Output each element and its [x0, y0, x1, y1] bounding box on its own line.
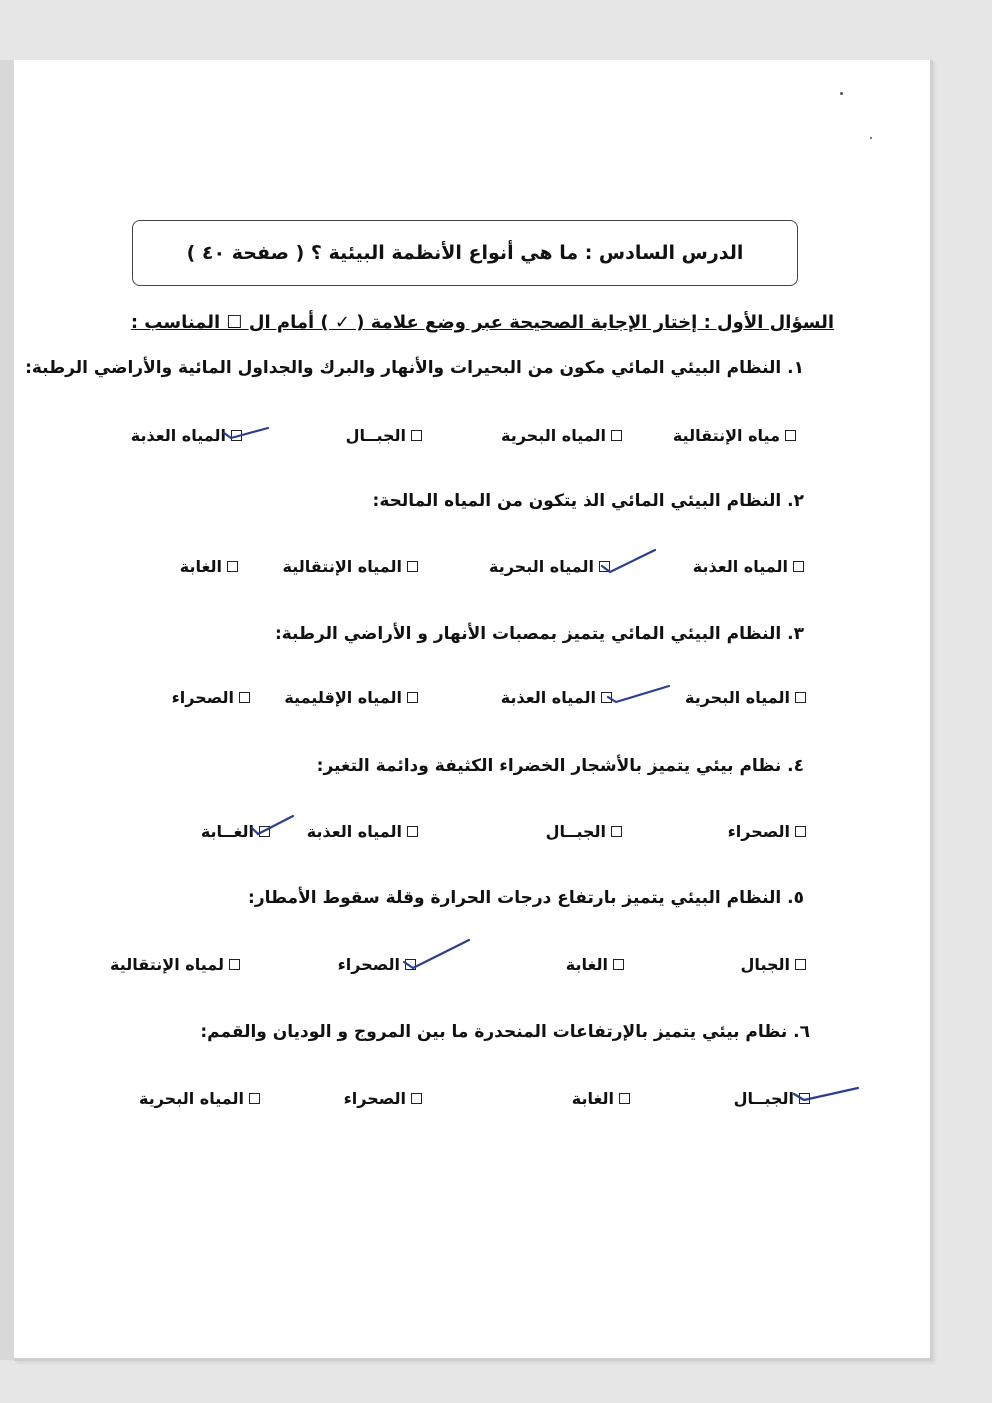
q4-option-1[interactable]: الصحراء [728, 822, 806, 841]
q1-option-4[interactable]: المياه العذبة [131, 426, 242, 445]
scan-speck [840, 92, 843, 95]
q3-option-1[interactable]: المياه البحرية [685, 688, 806, 707]
checkbox[interactable] [407, 561, 418, 572]
q3-option-3[interactable]: المياه الإقليمية [284, 688, 418, 707]
lesson-title-box [132, 220, 798, 286]
q5-option-3[interactable]: الصحراء [338, 955, 416, 974]
question-4-text: ٤. نظام بيئي يتميز بالأشجار الخضراء الكثيفة ودائمة التغير: [316, 756, 804, 776]
checkmark-icon [600, 546, 658, 576]
checkbox[interactable] [795, 826, 806, 837]
q4-option-4[interactable]: الغــابة [201, 822, 270, 841]
scan-margin [0, 60, 14, 1360]
q6-option-3[interactable]: الصحراء [344, 1089, 422, 1108]
question-1-text: ١. النظام البيئي المائي مكون من البحيرات والأنهار والبرك والجداول المائية والأراضي الرطبة: [25, 358, 804, 378]
checkbox[interactable] [613, 959, 624, 970]
checkbox[interactable] [227, 561, 238, 572]
q4-option-3[interactable]: المياه العذبة [307, 822, 418, 841]
checkmark-icon [250, 812, 296, 838]
checkbox[interactable] [239, 692, 250, 703]
checkmark-icon [606, 682, 672, 706]
q1-option-2[interactable]: المياه البحرية [501, 426, 622, 445]
q2-option-1[interactable]: المياه العذبة [693, 557, 804, 576]
q6-option-4[interactable]: المياه البحرية [139, 1089, 260, 1108]
question-5-text: ٥. النظام البيئي يتميز بارتفاع درجات الحرارة وقلة سقوط الأمطار: [248, 888, 804, 908]
question-instruction: السؤال الأول : إختار الإجابة الصحيحة عبر وضع علامة ( ✓ ) أمام ال ☐ المناسب : [130, 312, 834, 333]
checkmark-icon [402, 936, 472, 972]
q5-option-4[interactable]: لمياه الإنتقالية [110, 955, 240, 974]
question-3-text: ٣. النظام البيئي المائي يتميز بمصبات الأنهار و الأراضي الرطبة: [274, 624, 804, 644]
checkbox[interactable] [795, 692, 806, 703]
question-2-text: ٢. النظام البيئي المائي الذ يتكون من المياه المالحة: [372, 491, 804, 511]
checkbox[interactable] [411, 1093, 422, 1104]
q1-option-1[interactable]: مياه الإنتقالية [673, 426, 796, 445]
checkbox[interactable] [785, 430, 796, 441]
q1-option-3[interactable]: الجبــال [346, 426, 422, 445]
checkbox[interactable] [249, 1093, 260, 1104]
checkmark-icon [222, 418, 272, 442]
lesson-title: الدرس السادس : ما هي أنواع الأنظمة البيئية ؟ ( صفحة ٤٠ ) [186, 242, 744, 264]
q5-option-1[interactable]: الجبال [741, 955, 806, 974]
checkbox[interactable] [611, 826, 622, 837]
checkbox[interactable] [407, 692, 418, 703]
q3-option-4[interactable]: الصحراء [172, 688, 250, 707]
scan-speck [870, 137, 872, 139]
q2-option-3[interactable]: المياه الإنتقالية [283, 557, 418, 576]
q4-option-2[interactable]: الجبــال [546, 822, 622, 841]
checkbox[interactable] [795, 959, 806, 970]
checkbox[interactable] [793, 561, 804, 572]
q2-option-2[interactable]: المياه البحرية [489, 557, 610, 576]
checkbox[interactable] [229, 959, 240, 970]
checkbox[interactable] [407, 826, 418, 837]
q6-option-2[interactable]: الغابة [572, 1089, 630, 1108]
checkbox[interactable] [619, 1093, 630, 1104]
checkbox[interactable] [611, 430, 622, 441]
checkmark-icon [792, 1082, 862, 1106]
q5-option-2[interactable]: الغابة [566, 955, 624, 974]
worksheet-page [14, 60, 933, 1361]
q6-option-1[interactable]: الجبــال [734, 1089, 810, 1108]
checkbox[interactable] [411, 430, 422, 441]
q3-option-2[interactable]: المياه العذبة [501, 688, 612, 707]
question-6-text: ٦. نظام بيئي يتميز بالإرتفاعات المنحدرة ما بين المروج و الوديان والقمم: [200, 1022, 810, 1042]
q2-option-4[interactable]: الغابة [180, 557, 238, 576]
